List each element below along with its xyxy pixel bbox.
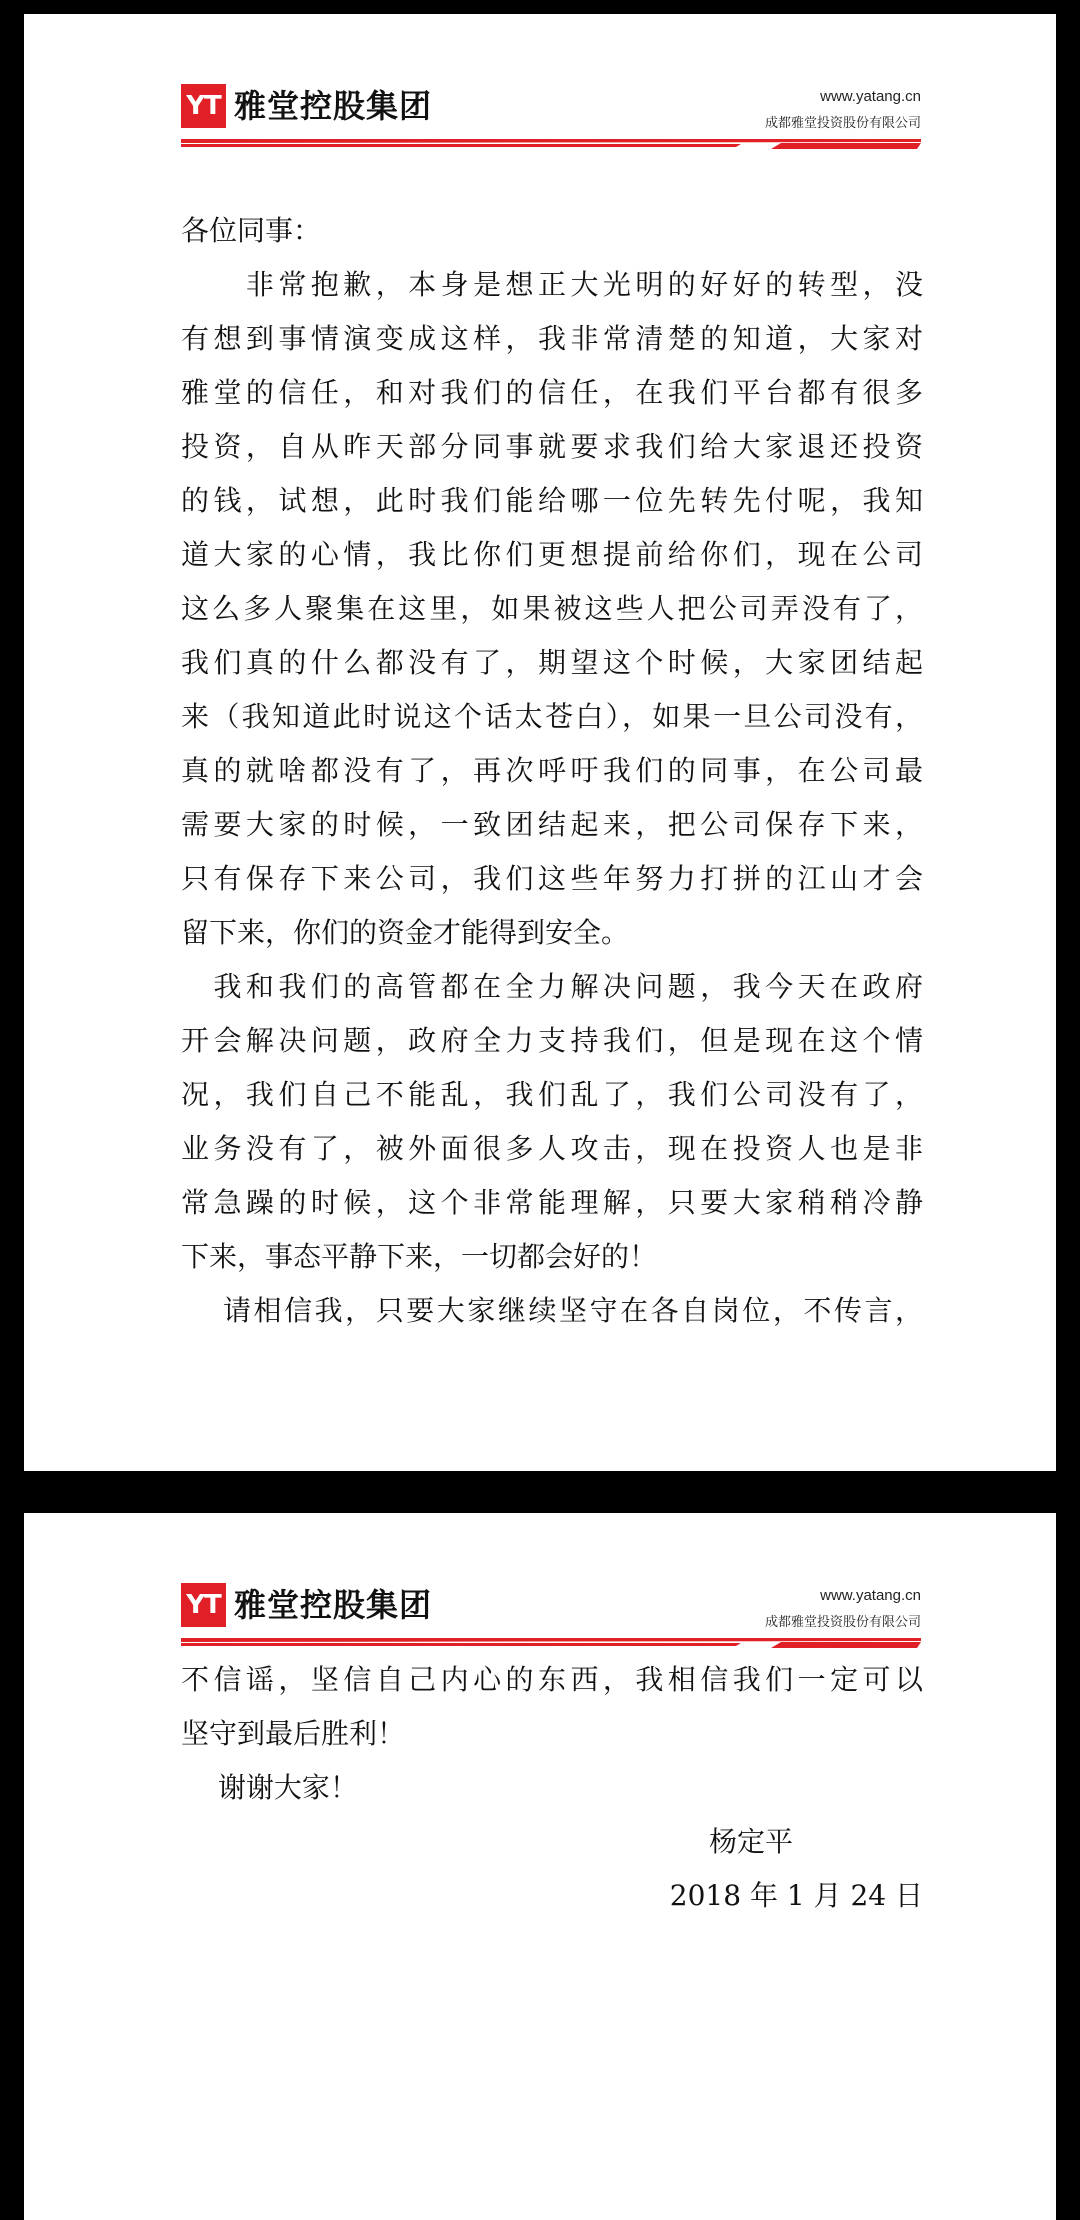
text-line: 有想到事情演变成这样，我非常清楚的知道，大家对 <box>181 322 923 355</box>
letter-body-continued <box>181 1653 923 1923</box>
text-line: 真的就啥都没有了，再次呼吁我们的同事，在公司最 <box>181 754 923 787</box>
greeting: 各位同事： <box>181 214 322 247</box>
thanks: 谢谢大家！ <box>181 1771 358 1804</box>
text-line: 况，我们自己不能乱，我们乱了，我们公司没有了， <box>181 1078 923 1111</box>
paragraph-1 <box>181 258 923 960</box>
text-line: 这么多人聚集在这里，如果被这些人把公司弄没有了， <box>181 592 923 625</box>
text-line: 请相信我，只要大家继续坚守在各自岗位，不传言， <box>181 1294 923 1327</box>
text-line: 雅堂的信任，和对我们的信任，在我们平台都有很多 <box>181 376 923 409</box>
text-line: 坚守到最后胜利！ <box>181 1717 406 1750</box>
text-line: 道大家的心情，我比你们更想提前给你们，现在公司 <box>181 538 923 571</box>
text-line: 只有保存下来公司，我们这些年努力打拼的江山才会 <box>181 862 923 895</box>
signature-block <box>181 1815 923 1923</box>
text-line: 非常抱歉，本身是想正大光明的好好的转型，没 <box>181 268 923 301</box>
website: www.yatang.cn <box>820 88 921 105</box>
letterhead <box>181 84 921 164</box>
text-line: 下来，事态平静下来，一切都会好的！ <box>181 1240 658 1273</box>
text-line: 我和我们的高管都在全力解决问题，我今天在政府 <box>181 970 923 1003</box>
text-line: 来（我知道此时说这个话太苍白），如果一旦公司没有， <box>181 700 923 733</box>
paragraph-2 <box>181 960 923 1284</box>
website: www.yatang.cn <box>820 1587 921 1604</box>
company-name: 雅堂控股集团 <box>234 87 433 125</box>
text-line: 开会解决问题，政府全力支持我们，但是现在这个情 <box>181 1024 923 1057</box>
letterhead-red-rule <box>181 1637 921 1649</box>
paragraph-3-start <box>181 1284 923 1338</box>
text-line: 需要大家的时候，一致团结起来，把公司保存下来， <box>181 808 923 841</box>
company-logo: YT <box>181 1583 226 1627</box>
paragraph-3-end <box>181 1653 923 1761</box>
subsidiary-name: 成都雅堂投资股份有限公司 <box>764 116 921 131</box>
letter-page-2 <box>24 1513 1056 2220</box>
signature-date: 2018 年 1 月 24 日 <box>669 1879 923 1912</box>
subsidiary-name: 成都雅堂投资股份有限公司 <box>764 1615 921 1630</box>
text-line: 不信谣，坚信自己内心的东西，我相信我们一定可以 <box>181 1663 923 1696</box>
company-name: 雅堂控股集团 <box>234 1586 433 1624</box>
letterhead <box>181 1583 921 1663</box>
signature-name: 杨定平 <box>708 1825 793 1858</box>
text-line: 投资，自从昨天部分同事就要求我们给大家退还投资 <box>181 430 923 463</box>
letterhead-red-rule <box>181 138 921 150</box>
text-line: 留下来，你们的资金才能得到安全。 <box>181 916 630 949</box>
letter-body <box>181 204 923 1338</box>
text-line: 常急躁的时候，这个非常能理解，只要大家稍稍冷静 <box>181 1186 923 1219</box>
text-line: 业务没有了，被外面很多人攻击，现在投资人也是非 <box>181 1132 923 1165</box>
text-line: 我们真的什么都没有了，期望这个时候，大家团结起 <box>181 646 923 679</box>
letter-page-1 <box>24 14 1056 1471</box>
text-line: 的钱，试想，此时我们能给哪一位先转先付呢，我知 <box>181 484 923 517</box>
company-logo: YT <box>181 84 226 128</box>
